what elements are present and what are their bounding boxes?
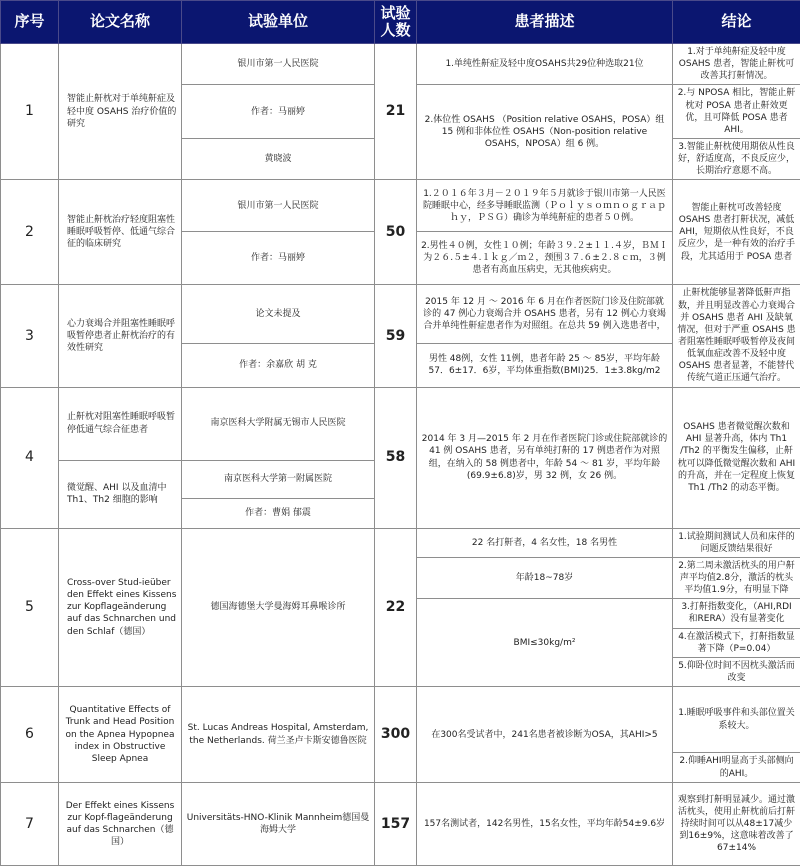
- row-index: 3: [1, 285, 59, 387]
- table-row: [1, 285, 800, 343]
- row-index: 1: [1, 44, 59, 180]
- description-cell: 2.男性４０例，女性１０例；年龄３９.２±１１.４岁，ＢＭＩ为２６.５±４.１ｋｇ／ｍ２，颈围３７.６±２.８ｃｍ，３例患者有高血压病史，无其他疾病史。: [417, 232, 673, 285]
- conclusion-cell: 止鼾枕能够显著降低鼾声指数，并且明显改善心力衰竭合并 OSAHS 患者 AHI 及缺氧情况，但对于严重 OSAHS 患者阻塞性睡眠呼吸暂停及夜间低氧血症改善不及轻中度 OSAHS 患者显著，不能替代传统气道正压通气治疗。: [673, 285, 800, 387]
- description-cell: BMI≤30kg/m²: [417, 599, 673, 687]
- unit-cell: 南京医科大学附属无锡市人民医院: [182, 387, 375, 460]
- author-cell: 黄晓波: [182, 138, 375, 179]
- header-index: 序号: [1, 1, 59, 44]
- author-cell: 作者：曹娟 郁震: [182, 498, 375, 528]
- participant-count: 50: [375, 180, 417, 285]
- unit-cell: 银川市第一人民医院: [182, 44, 375, 85]
- description-cell: 男性 48例，女性 11例，患者年龄 25 ～ 85岁，平均年龄 57．6±17．6岁，平均体重指数(BMI)25．1±3.8kg/m2: [417, 343, 673, 387]
- conclusion-cell: 2.第二周未激活枕头的用户鼾声平均值2.8分，激活的枕头平均值1.9分，有明显下降: [673, 557, 800, 598]
- table-row: [1, 783, 800, 866]
- table-row: [1, 528, 800, 557]
- row-index: 2: [1, 180, 59, 285]
- unit-cell: 德国海德堡大学曼海姆耳鼻喉诊所: [182, 528, 375, 687]
- conclusion-cell: 观察到打鼾明显减少。通过激活枕头，使用止鼾枕前后打鼾持续时间可以从48±17减少到16±9%，这意味着改善了67±14%: [673, 783, 800, 866]
- header-description: 患者描述: [417, 1, 673, 44]
- header-row: [1, 1, 800, 44]
- row-index: 5: [1, 528, 59, 687]
- conclusion-cell: 1.对于单纯鼾症及轻中度 OSAHS 患者，智能止鼾枕可改善其打鼾情况。: [673, 44, 800, 85]
- description-cell: 2.体位性 OSAHS （Position relative OSAHS，POSA）组 15 例和非体位性 OSAHS（Non-position relative OSAHS，NPOSA）组 6 例。: [417, 85, 673, 180]
- paper-title: 智能止鼾枕对于单纯鼾症及轻中度 OSAHS 治疗价值的研究: [59, 44, 182, 180]
- description-cell: 在300名受试者中，241名患者被诊断为OSA，其AHI>5: [417, 687, 673, 783]
- conclusion-cell: 3.智能止鼾枕使用期依从性良好，舒适度高，不良反应少，长期治疗意愿不高。: [673, 138, 800, 179]
- table-row: [1, 180, 800, 232]
- author-cell: 作者：马丽婷: [182, 85, 375, 139]
- paper-title: Cross-over Stud-ieüber den Effekt eines Kissens zur Kopflageänderung auf das Schnarchen und den Schlaf（德国）: [59, 528, 182, 687]
- participant-count: 59: [375, 285, 417, 387]
- paper-title: Der Effekt eines Kissens zur Kopf-flageänderung auf das Schnarchen（德国）: [59, 783, 182, 866]
- conclusion-cell: 1.试验期间测试人员和床伴的问题反馈结果很好: [673, 528, 800, 557]
- author-cell: 作者：马丽婷: [182, 232, 375, 285]
- description-cell: 157名测试者，142名男性，15名女性，平均年龄54±9.6岁: [417, 783, 673, 866]
- unit-cell: 论文未提及: [182, 285, 375, 343]
- author-cell: 作者：余嘉欣 胡 克: [182, 343, 375, 387]
- description-cell: 22 名打鼾者，4 名女性，18 名男性: [417, 528, 673, 557]
- participant-count: 157: [375, 783, 417, 866]
- unit-cell: 南京医科大学第一附属医院: [182, 460, 375, 498]
- header-conclusion: 结论: [673, 1, 800, 44]
- conclusion-cell: 5.仰卧位时间不因枕头激活而改变: [673, 657, 800, 686]
- description-cell: 2014 年 3 月—2015 年 2 月在作者医院门诊或住院部就诊的 41 例 OSAHS 患者，另有单纯打鼾的 17 例患者作为对照组，在纳入的 58 例患者中，年龄 54 ～ 81 岁，平均年龄(69.9±6.8)岁，男 32 例，女 26 例。: [417, 387, 673, 528]
- description-cell: 1.２０１６年３月－２０１９年５月就诊于银川市第一人民医院睡眠中心，经多导睡眠监测（Ｐｏｌｙｓｏｍｎｏｇｒａｐｈｙ，ＰＳＧ）确诊为单纯鼾症的患者５０例。: [417, 180, 673, 232]
- participant-count: 21: [375, 44, 417, 180]
- description-cell: 2015 年 12 月 ～ 2016 年 6 月在作者医院门诊及住院部就诊的 47 例心力衰竭合并 OSAHS 患者，另有 12 例心力衰竭合并单纯性鼾症患者作为对照组。在总共 59 例入选患者中，: [417, 285, 673, 343]
- conclusion-cell: 智能止鼾枕可改善轻度 OSAHS 患者打鼾状况，减低 AHI，短期依从性良好，不良反应少，是一种有效的治疗手段，尤其适用于 POSA 患者: [673, 180, 800, 285]
- conclusion-cell: OSAHS 患者微觉醒次数和 AHI 显著升高，体内 Th1 /Th2 的平衡发生偏移，止鼾枕可以降低微觉醒次数和 AHI 的升高，并在一定程度上恢复 Th1 /Th2 的动态平衡。: [673, 387, 800, 528]
- unit-cell: St. Lucas Andreas Hospital, Amsterdam, the Netherlands. 荷兰圣卢卡斯安德鲁医院: [182, 687, 375, 783]
- unit-cell: Universitäts-HNO-Klinik Mannheim德国曼海姆大学: [182, 783, 375, 866]
- header-title: 论文名称: [59, 1, 182, 44]
- participant-count: 300: [375, 687, 417, 783]
- paper-title: Quantitative Effects of Trunk and Head Position on the Apnea Hypopnea index in Obstructive Sleep Apnea: [59, 687, 182, 783]
- table-row: [1, 44, 800, 85]
- table-row: [1, 687, 800, 753]
- paper-title: 微觉醒、AHI 以及血清中 Th1、Th2 细胞的影响: [59, 460, 182, 528]
- participant-count: 58: [375, 387, 417, 528]
- conclusion-cell: 2.仰睡AHI明显高于头部侧向的AHI。: [673, 753, 800, 783]
- participant-count: 22: [375, 528, 417, 687]
- paper-title: 智能止鼾枕治疗轻度阻塞性睡眠呼吸暂停、低通气综合征的临床研究: [59, 180, 182, 285]
- conclusion-cell: 3.打鼾指数变化，（AHI,RDI和RERA）没有显著变化: [673, 599, 800, 628]
- table-row: [1, 387, 800, 460]
- paper-title: 止鼾枕对阻塞性睡眠呼吸暂停低通气综合征患者: [59, 387, 182, 460]
- description-cell: 1.单纯性鼾症及轻中度OSAHS共29位种选取21位: [417, 44, 673, 85]
- description-cell: 年龄18~78岁: [417, 557, 673, 598]
- conclusion-cell: 2.与 NPOSA 相比，智能止鼾枕对 POSA 患者止鼾效更优，且可降低 POSA 患者 AHI。: [673, 85, 800, 139]
- header-unit: 试验单位: [182, 1, 375, 44]
- conclusion-cell: 1.睡眠呼吸事件和头部位置关系较大。: [673, 687, 800, 753]
- row-index: 6: [1, 687, 59, 783]
- conclusion-cell: 4.在激活模式下，打鼾指数显著下降（P=0.04）: [673, 628, 800, 657]
- unit-cell: 银川市第一人民医院: [182, 180, 375, 232]
- paper-title: 心力衰竭合并阻塞性睡眠呼吸暂停患者止鼾枕治疗的有效性研究: [59, 285, 182, 387]
- header-count: 试验人数: [375, 1, 417, 44]
- row-index: 7: [1, 783, 59, 866]
- row-index: 4: [1, 387, 59, 528]
